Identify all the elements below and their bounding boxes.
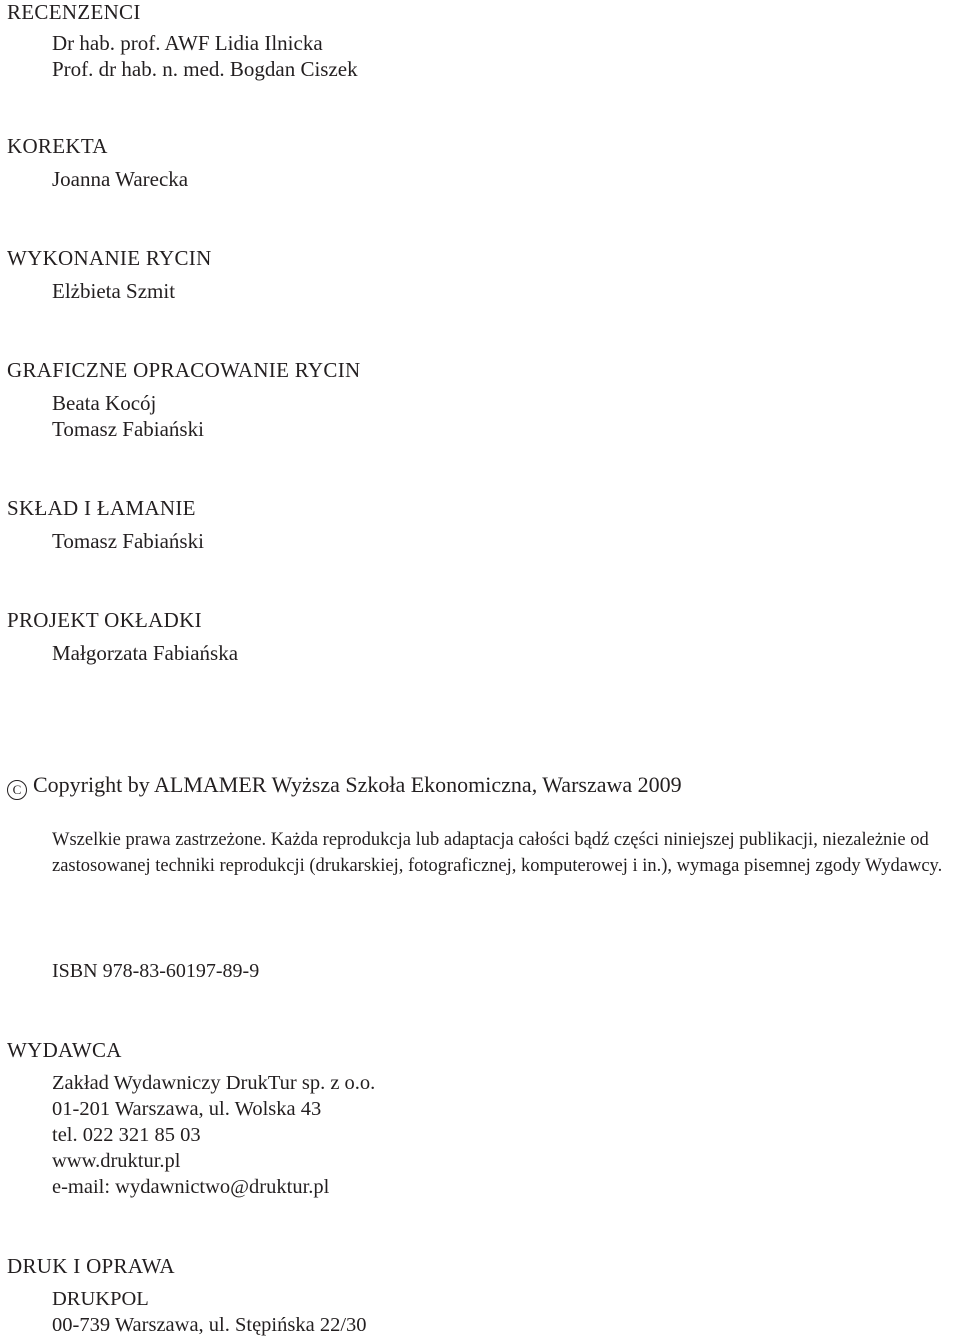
cover-section (0, 608, 960, 666)
copyright-text: Copyright by ALMAMER Wyższa Szkoła Ekonomiczna, Warszawa 2009 (33, 772, 682, 797)
printing-heading: DRUK I OPRAWA (7, 1254, 175, 1278)
copyright-icon: C (7, 780, 27, 800)
publisher-email: e-mail: wydawnictwo@druktur.pl (52, 1176, 330, 1198)
cover-designer-name: Małgorzata Fabiańska (52, 641, 239, 665)
copyright-line (7, 772, 682, 800)
typesetter-name: Tomasz Fabiański (52, 529, 204, 553)
publisher-website: www.druktur.pl (52, 1150, 181, 1172)
designer-name: Beata Kocój (52, 391, 157, 415)
typesetting-heading: SKŁAD I ŁAMANIE (7, 496, 196, 520)
illustration-design-heading: GRAFICZNE OPRACOWANIE RYCIN (7, 358, 361, 382)
illustrations-section (0, 246, 960, 304)
publisher-address: 01-201 Warszawa, ul. Wolska 43 (52, 1098, 322, 1120)
reviewers-heading: RECENZENCI (7, 0, 141, 24)
printing-section (0, 1254, 960, 1338)
proofreading-section (0, 134, 960, 192)
publisher-heading: WYDAWCA (7, 1038, 122, 1062)
publisher-section (0, 1038, 960, 1200)
publisher-name: Zakład Wydawniczy DrukTur sp. z o.o. (52, 1072, 376, 1094)
illustrator-name: Elżbieta Szmit (52, 279, 176, 303)
typesetting-section (0, 496, 960, 554)
designer-name: Tomasz Fabiański (52, 417, 204, 441)
proofreading-heading: KOREKTA (7, 134, 108, 158)
cover-heading: PROJEKT OKŁADKI (7, 608, 202, 632)
illustrations-heading: WYKONANIE RYCIN (7, 246, 212, 270)
isbn: ISBN 978-83-60197-89-9 (52, 960, 260, 982)
printer-name: DRUKPOL (52, 1288, 149, 1310)
proofreader-name: Joanna Warecka (52, 167, 189, 191)
rights-notice: Wszelkie prawa zastrzeżone. Każda reprodukcja lub adaptacja całości bądź części niniejszej publikacji, niezależnie od zastosowanej techniki reprodukcji (drukarskiej, fotograficznej, komputerowej i in.), wymaga pisemnej zgody Wydawcy. (52, 830, 943, 876)
illustration-design-section (0, 358, 960, 442)
reviewers-section (0, 0, 960, 82)
printer-address: 00-739 Warszawa, ul. Stępińska 22/30 (52, 1314, 367, 1336)
reviewer-name: Prof. dr hab. n. med. Bogdan Ciszek (52, 57, 358, 81)
reviewer-name: Dr hab. prof. AWF Lidia Ilnicka (52, 31, 323, 55)
publisher-phone: tel. 022 321 85 03 (52, 1124, 201, 1146)
